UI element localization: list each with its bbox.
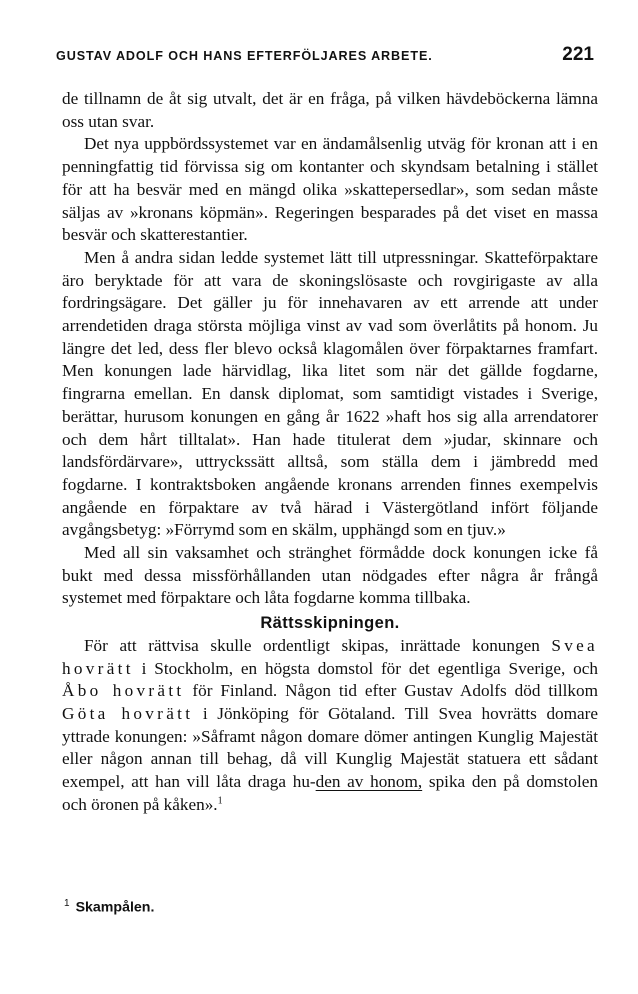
paragraph-5-text-2: i Stockholm, en högsta domstol för det egentliga Sverige, och [133,658,598,678]
paragraph-5-text-1: För att rättvisa skulle ordentligt skipas, inrättade konungen [84,635,552,655]
paragraph-5-text-6: spika den på domstolen och öronen på kåken». [62,772,598,814]
running-title: GUSTAV ADOLF OCH HANS EFTERFÖLJARES ARBETE. [56,49,433,63]
paragraph-5-text-4: i Jönköping för Götaland. Till Svea hovrätts domare yttrade konungen: »Såframt någon domare dömer antingen Kunglig Majestät eller någon annan till behag, då vill Kunglig Majestät statuera ett sådant exempel, att han vill låta draga hu- [62,703,598,792]
paragraph-5 [62,635,598,817]
footnote-text: Skampålen. [75,899,155,916]
page-number: 221 [562,44,594,65]
court-svea: Svea hovrätt [62,635,598,678]
section-heading: Rättsskipningen. [260,614,400,633]
running-header [56,44,594,66]
paragraph-1: de tillnamn de åt sig utvalt, det är en fråga, på vilken hävdeböckerna lämna oss utan svar. [62,89,598,131]
paragraph-3: Men å andra sidan ledde systemet lätt till utpressningar. Skatteförpaktare äro beryktade för att vara de skoningslösaste och rovgirigaste av alla fordringsägare. Det gäller ju för innehavaren av ett arrende att under arrendetiden draga största möjliga vinst av vad som överlåtits på honom. Ju längre det led, dess fler blevo också klagomålen över förpaktarnes framfart. Men konungen lade härvidlag, lika litet som när det gällde fogdarne, fingrarna emellan. En dansk diplomat, som samtidigt vistades i Sverige, berättar, hurusom konungen en gång år 1622 »haft hos sig alla arrendatorer och dem hårt tilltalat». Han hade titulerat dem »judar, skinnare och landsfördärvare», uttryckssätt alltså, som ställa dem i jämbredd med fogdarne. I kontraktsboken angående kronans arrenden finnes exempelvis angående en förpaktare av två härad i Västergötland infört följande avgångsbetyg: »Förrymd som en skälm, upphängd som en tjuv.» [62,247,598,540]
footnote-reference: 1 [217,795,223,807]
underlined-phrase: den av honom, [315,772,423,792]
court-gota: Göta hovrätt [62,703,194,723]
paragraph-2: Det nya uppbördssystemet var en ändamålsenlig utväg för kronan att i en penningfattig tid förvissa sig om kontanter och skyndsam betalning i stället för att ha besvär med en mängd olika »skattepersedlar», som sedan måste säljas av »kronans köpmän». Regeringen besparades på det viset en massa besvär och skatterestantier. [62,134,598,245]
paragraph-5-text-3: för Finland. Någon tid efter Gustav Adolfs död tillkom [184,681,598,701]
paragraph-4: Med all sin vaksamhet och stränghet förmådde dock konungen icke få bukt med dessa missförhållanden utan nödgades efter några år frångå systemet med förpaktare och låta fogdarne komma tillbaka. [62,543,598,608]
body-text [62,88,598,817]
footnote [64,898,154,916]
footnote-mark: 1 [64,898,70,909]
court-abo: Åbo hovrätt [62,681,185,701]
